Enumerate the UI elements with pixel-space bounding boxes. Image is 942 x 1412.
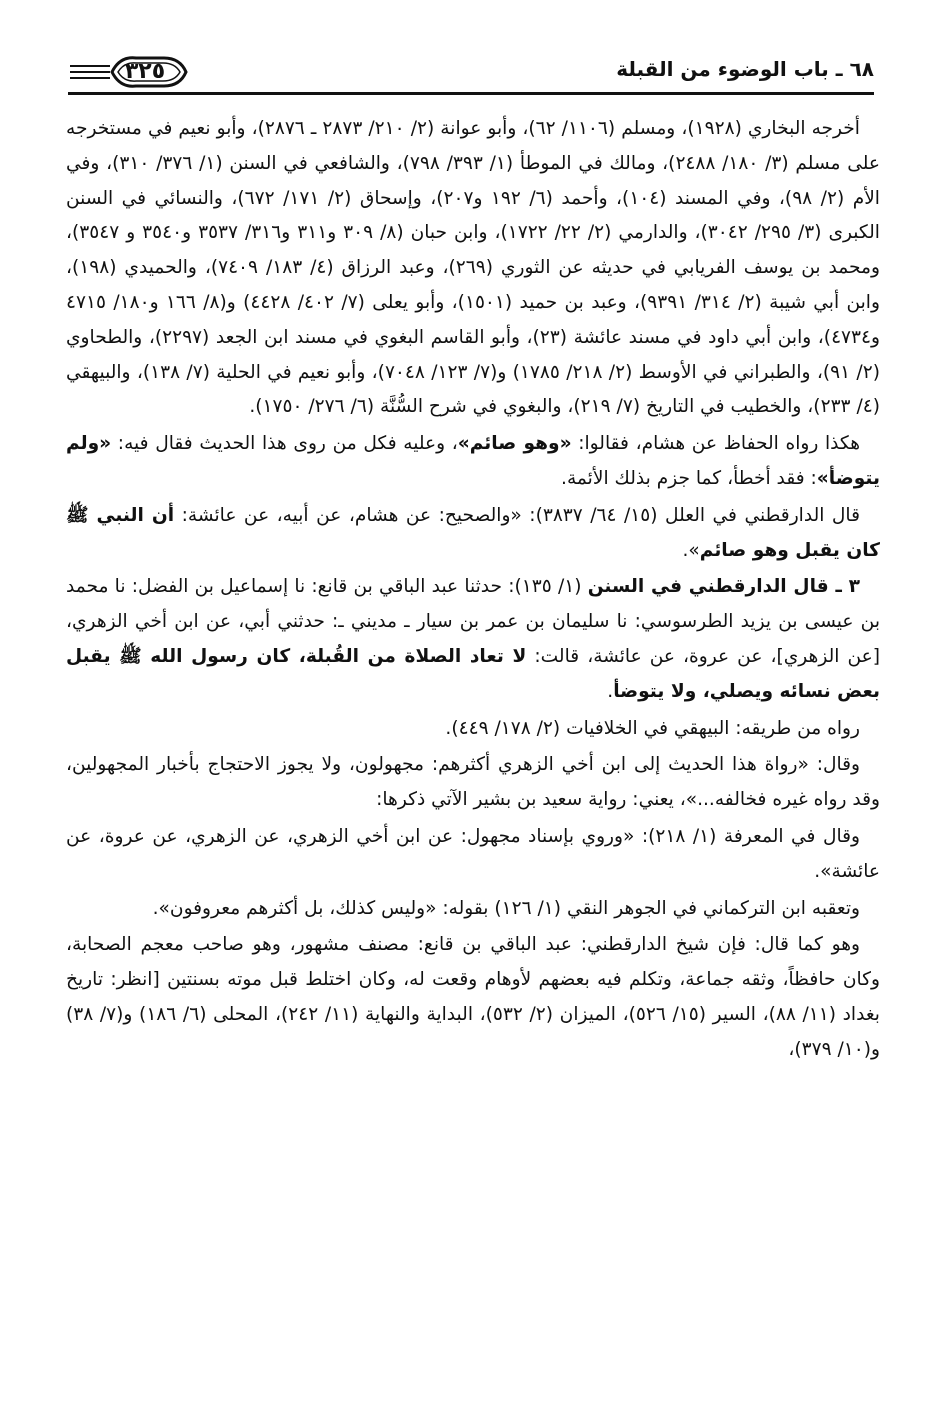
paragraph-bayhaqi: رواه من طريقه: البيهقي في الخلافيات (٢/ ١٧٨/ ٤٤٩). bbox=[445, 717, 860, 739]
paragraph-bayhaqi-comment: وقال: «رواة هذا الحديث إلى ابن أخي الزهري أكثرهم: مجهولون، ولا يجوز الاحتجاج بأخبار المجهولين، وقد رواه غيره فخالفه...»، يعني: رواية سعيد بن بشير الآتي ذكرها: bbox=[66, 754, 880, 811]
text-run: . bbox=[607, 680, 614, 702]
text-run: هكذا رواه الحفاظ عن هشام، فقالوا: bbox=[571, 433, 860, 455]
bold-quote: أن النبي ﷺ كان يقبل وهو صائم bbox=[66, 504, 880, 561]
text-run: : فقد أخطأ، كما جزم بذلك الأئمة. bbox=[561, 467, 817, 489]
header-rule bbox=[68, 92, 874, 95]
paragraph-hadith-3 bbox=[66, 570, 880, 709]
bold-quote: «ولم يتوضأ» bbox=[66, 433, 880, 489]
paragraph-marifa: وقال في المعرفة (١/ ٢١٨): «وروي بإسناد مجهول: عن ابن أخي الزهري، عن الزهري، عن عروة، عن عائشة». bbox=[66, 825, 880, 882]
paragraph-turkmani: وتعقبه ابن التركماني في الجوهر النقي (١/ ١٢٦) بقوله: «وليس كذلك، بل أكثرهم معروفون». bbox=[152, 897, 860, 919]
page-body bbox=[66, 112, 880, 1070]
page-number: ٣٢٥ bbox=[124, 59, 166, 84]
bold-quote: «وهو صائم» bbox=[457, 433, 572, 455]
paragraph-ibn-qani: وهو كما قال: فإن شيخ الدارقطني: عبد الباقي بن قانع: مصنف مشهور، وهو صاحب معجم الصحابة، وكان حافظاً، وثقه جماعة، وتكلم فيه بعضهم لأوهام وقعت له، وكان اختلط قبل موته بسنتين [انظر: تاريخ بغداد (١١/ ٨٨)، السير (١٥/ ٥٢٦)، الميزان (٢/ ٥٣٢)، البداية والنهاية (١١/ ٢٤٢)، المحلى (٦/ ١٨٦) و(٧/ ٣٨) و(١٠/ ٣٧٩)، bbox=[66, 934, 880, 1060]
paragraph-huffaz bbox=[66, 427, 880, 497]
chapter-title: ٦٨ ـ باب الوضوء من القبلة bbox=[616, 57, 874, 81]
text-run: قال الدارقطني في العلل (١٥/ ٦٤/ ٣٨٣٧): «والصحيح: عن هشام، عن أبيه، عن عائشة: bbox=[174, 504, 860, 526]
text-run: ، وعليه فكل من روى هذا الحديث فقال فيه: bbox=[111, 433, 458, 455]
text-run: ». bbox=[682, 539, 700, 561]
page-number-ornament bbox=[68, 52, 188, 92]
text-run: (١/ ١٣٥): حدثنا عبد الباقي بن قانع: نا إسماعيل بن الفضل: نا محمد بن عيسى بن يزيد الطرسوسي: نا سليمان بن عمر بن سيار ـ مديني ـ: حدثني أبي، عن ابن أخي الزهري، [عن الزهري]، عن عروة، عن عائشة، قالت: bbox=[66, 576, 880, 667]
bold-quote: لا تعاد الصلاة من القُبلة، كان رسول الله ﷺ يقبل بعض نسائه ويصلي، ولا يتوضأ bbox=[66, 645, 880, 702]
paragraph-daraqutni-ilal bbox=[66, 499, 880, 569]
page-header bbox=[68, 52, 874, 96]
paragraph-takhrij: أخرجه البخاري (١٩٢٨)، ومسلم (١١٠٦/ ٦٢)، وأبو عوانة (٢/ ٢١٠/ ٢٨٧٣ ـ ٢٨٧٦)، وأبو نعيم في مستخرجه على مسلم (٣/ ١٨٠/ ٢٤٨٨)، ومالك في الموطأ (١/ ٣٩٣/ ٧٩٨)، والشافعي في السنن (١/ ٣٧٦/ ٣١٠)، وفي الأم (٢/ ٩٨)، وفي المسند (١٠٤)، وأحمد (٦/ ١٩٢ و٢٠٧)، وإسحاق (٢/ ١٧١/ ٦٧٢)، والنسائي في السنن الكبرى (٣/ ٢٩٥/ ٣٠٤٢)، والدارمي (٢/ ٢٢/ ١٧٢٢)، وابن حبان (٨/ ٣٠٩ و٣١١ و٣١٦/ ٣٥٣٧ و٣٥٤٠ و ٣٥٤٧)، ومحمد بن يوسف الفريابي في حديثه عن الثوري (٢٦٩)، وعبد الرزاق (٤/ ١٨٣/ ٧٤٠٩)، والحميدي (١٩٨)، وابن أبي شيبة (٢/ ٣١٤/ ٩٣٩١)، وعبد بن حميد (١٥٠١)، وأبو يعلى (٧/ ٤٠٢/ ٤٤٢٨) و(٨/ ١٦٦ و١٨٠/ ٤٧١٥ و٤٧٣٤)، وابن أبي داود في مسند عائشة (٢٣)، وأبو القاسم البغوي في مسند ابن الجعد (٢٢٩٧)، والطحاوي (٢/ ٩١)، والطبراني في الأوسط (٢/ ٢١٨/ ١٧٨٥) و(٧/ ١٢٣/ ٧٠٤٨)، وأبو نعيم في الحلية (٧/ ١٣٨)، والبيهقي (٤/ ٢٣٣)، والخطيب في التاريخ (٧/ ٢١٩)، والبغوي في شرح السُّنَّة (٦/ ٢٧٦/ ١٧٥٠). bbox=[66, 118, 881, 418]
bold-heading: ٣ ـ قال الدارقطني في السنن bbox=[587, 576, 860, 598]
